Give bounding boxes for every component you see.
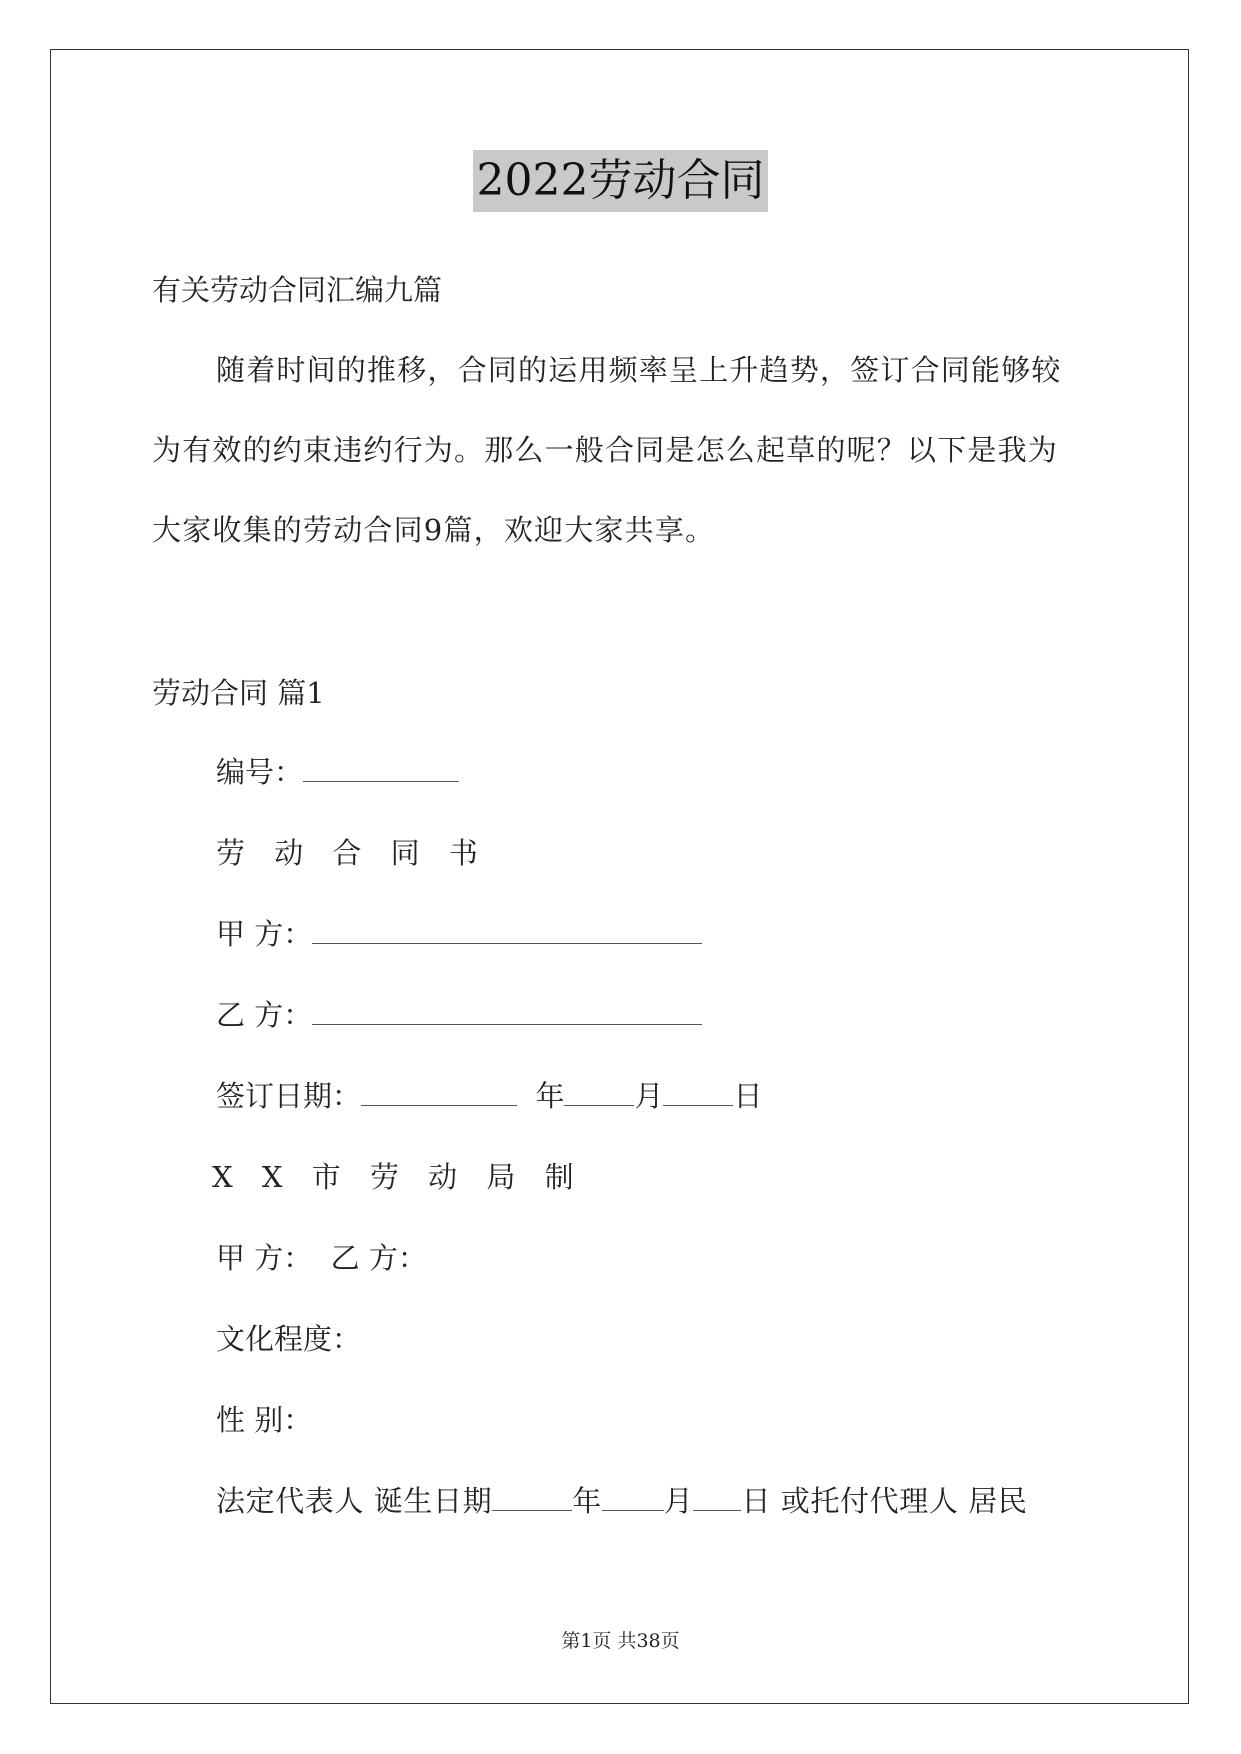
party-b-label: 乙 方：	[216, 998, 313, 1032]
gender-label: 性 别：	[216, 1403, 313, 1437]
number-blank	[303, 755, 459, 782]
intro-line-1: 随着时间的推移，合同的运用频率呈上升趋势，签订合同能够较	[216, 353, 1062, 387]
day-label: 日	[733, 1079, 763, 1113]
title-wrap	[0, 150, 1241, 212]
party-b-line	[216, 995, 702, 1035]
issuer: X X 市 劳 动 局 制	[212, 1160, 584, 1194]
intro-line-2: 为有效的约束违约行为。那么一般合同是怎么起草的呢？以下是我为	[152, 433, 1059, 467]
month-blank	[564, 1079, 634, 1106]
sign-date-blank	[361, 1079, 517, 1106]
education-label: 文化程度：	[216, 1322, 362, 1356]
rep-label: 法定代表人 诞生日期	[216, 1484, 493, 1518]
contract-name: 劳 动 合 同 书	[216, 836, 488, 870]
sign-date-label: 签订日期：	[216, 1079, 362, 1113]
month-label: 月	[634, 1079, 664, 1113]
year-label: 年	[535, 1079, 565, 1113]
party-b-blank	[312, 998, 702, 1025]
subtitle: 有关劳动合同汇编九篇	[152, 273, 443, 307]
party-a-line	[216, 914, 702, 954]
parties-line: 甲 方： 乙 方：	[216, 1241, 427, 1275]
rep-line	[216, 1481, 1028, 1521]
rep-year: 年	[572, 1484, 602, 1518]
party-a-label: 甲 方：	[216, 917, 313, 951]
party-a-blank	[312, 917, 702, 944]
intro-line-3: 大家收集的劳动合同9篇，欢迎大家共享。	[152, 513, 716, 547]
section-heading: 劳动合同 篇1	[152, 676, 325, 710]
number-line	[216, 752, 459, 792]
day-blank	[663, 1079, 733, 1106]
number-label: 编号：	[216, 755, 304, 789]
sign-date-line	[216, 1076, 763, 1116]
page-footer: 第1页 共38页	[561, 1630, 680, 1652]
document-title: 2022劳动合同	[473, 150, 769, 212]
rep-day: 日	[741, 1484, 772, 1518]
rep-year-blank	[492, 1484, 572, 1511]
rep-month-blank	[602, 1484, 664, 1511]
rep-day-blank	[693, 1484, 741, 1511]
rep-month: 月	[663, 1484, 694, 1518]
rep-tail: 或托付代理人 居民	[780, 1484, 1028, 1518]
